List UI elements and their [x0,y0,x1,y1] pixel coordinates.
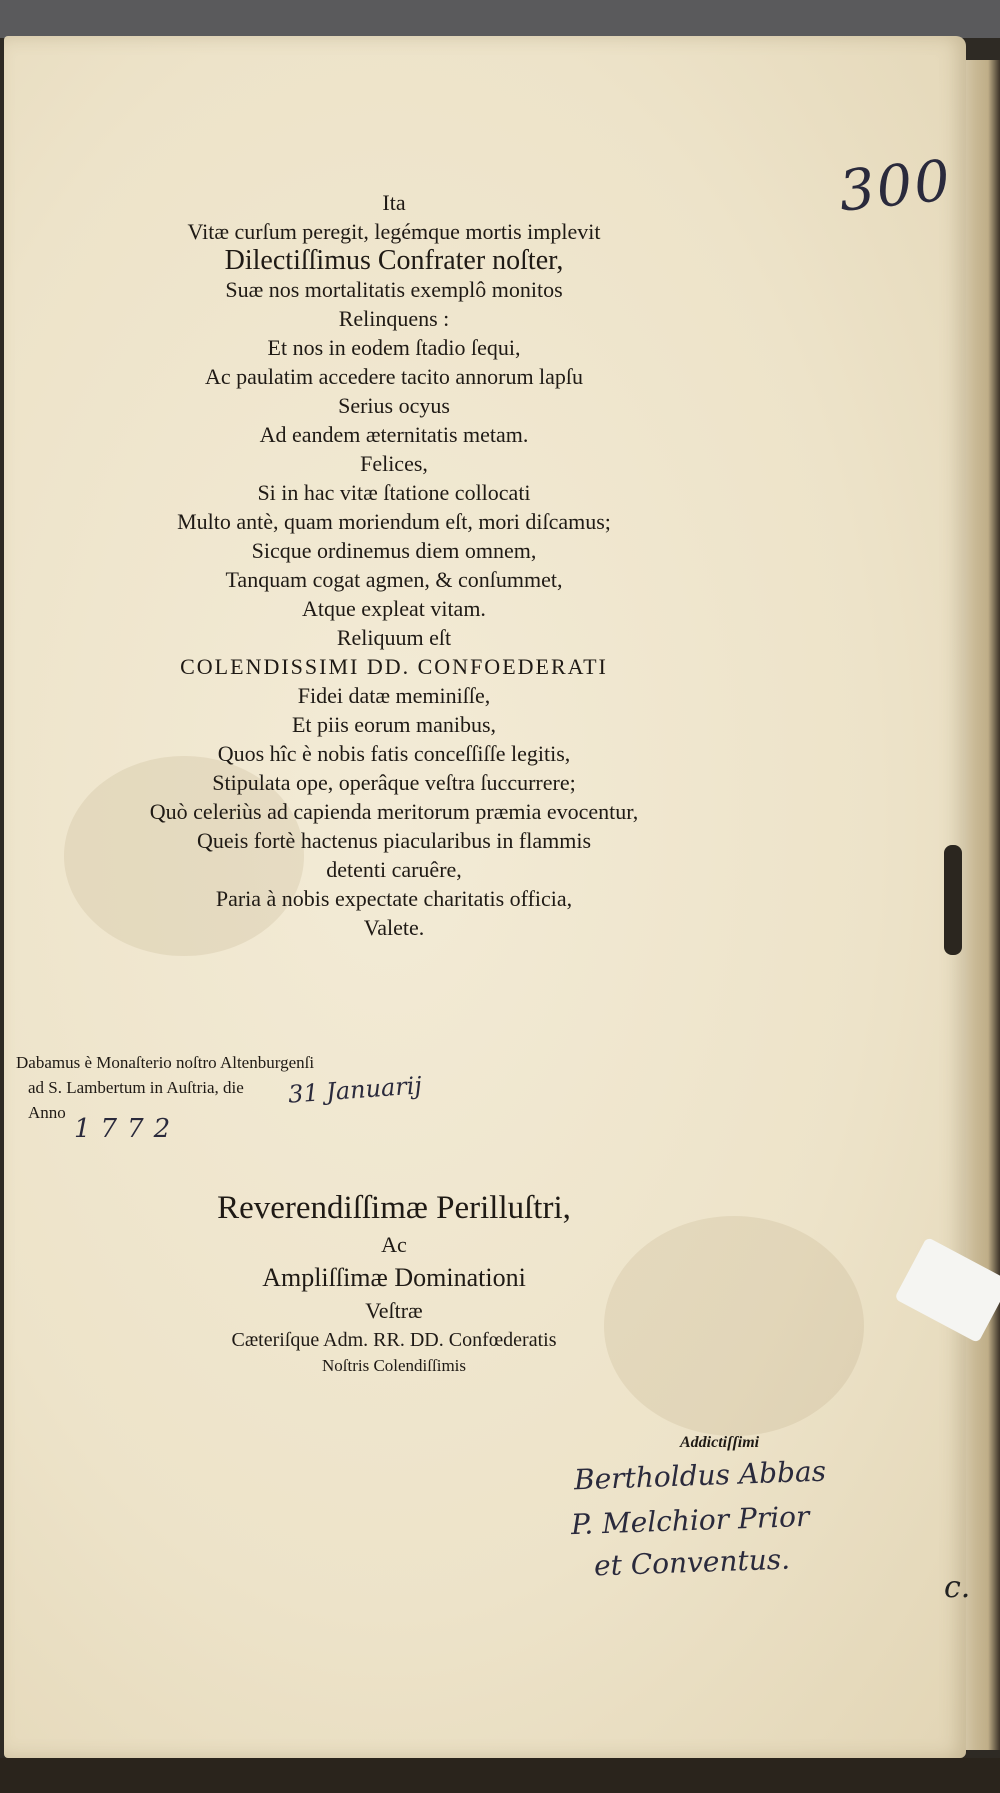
folio-number: 300 [835,148,955,225]
signature-line: P. Melchior Prior [570,1499,810,1542]
text-line: Vitæ curſum peregit, legémque mortis implevit [187,219,601,244]
address-line: Noſtris Colendiſſimis [321,1356,467,1375]
main-text [4,188,784,942]
dateline-text: Dabamus è Monaſterio noſtro Altenburgenſi [16,1053,315,1072]
dateline-text: ad S. Lambertum in Auſtria, die [28,1078,244,1097]
heading-confoederati: COLENDISSIMI DD. CONFOEDERATI [180,654,608,679]
text-line: Suæ nos mortalitatis exemplô monitos [225,277,563,302]
document-page [4,36,966,1758]
address-block [4,1186,784,1378]
text-line: Serius ocyus [338,393,450,418]
scanner-background-bottom [0,1758,1000,1793]
text-line: Fidei datæ meminiſſe, [297,683,491,708]
text-line: Tanquam cogat agmen, & conſummet, [225,567,563,592]
text-line: Ac paulatim accedere tacito annorum lapſu [204,364,584,389]
text-line: Atque expleat vitam. [302,596,486,621]
text-line: Ita [382,190,406,215]
dateline-text: Anno [28,1103,66,1122]
edge-mark: c. [944,1570,971,1605]
text-line: Stipulata ope, operâque veſtra ſuccurrere; [212,770,576,795]
binding-tab [944,845,962,955]
signature-line: et Conventus. [593,1542,791,1583]
addictissimi-label: Addictiſſimi [680,1434,760,1451]
text-line: Sicque ordinemus diem omnem, [251,538,537,563]
text-line: Dilectiſſimus Confrater noſter, [224,245,564,276]
page-edge [960,60,1000,1750]
address-line: Ac [381,1232,407,1257]
text-line: Reliquum eſt [336,625,452,650]
text-line: Relinquens : [338,306,450,331]
text-line: Quos hîc è nobis fatis conceſſiſſe legitis, [217,741,571,766]
text-line: Multo antè, quam moriendum eſt, mori diſcamus; [177,509,611,534]
address-line: Ampliſſimæ Dominationi [262,1263,526,1292]
address-line: Reverendiſſimæ Perilluſtri, [217,1190,571,1226]
text-line: Si in hac vitæ ſtatione collocati [257,480,531,505]
text-line: Felices, [360,451,428,476]
handwritten-date: 31 Januarij [287,1071,423,1109]
text-line: Valete. [363,915,425,940]
text-line: detenti caruêre, [326,857,462,882]
handwritten-year: 1772 [74,1114,181,1144]
address-line: Veſtræ [365,1298,423,1323]
text-line: Ad eandem æternitatis metam. [259,422,529,447]
text-line: Et piis eorum manibus, [291,712,497,737]
text-line: Queis fortè hactenus piacularibus in flammis [196,828,592,853]
text-line: Quò celeriùs ad capienda meritorum præmia evocentur, [149,799,639,824]
address-line: Cæteriſque Adm. RR. DD. Confœderatis [231,1329,557,1351]
scanner-background-top [0,0,1000,38]
signature-line: Bertholdus Abbas [573,1454,827,1497]
text-line: Et nos in eodem ſtadio ſequi, [267,335,521,360]
text-line: Paria à nobis expectate charitatis officia, [215,886,573,911]
